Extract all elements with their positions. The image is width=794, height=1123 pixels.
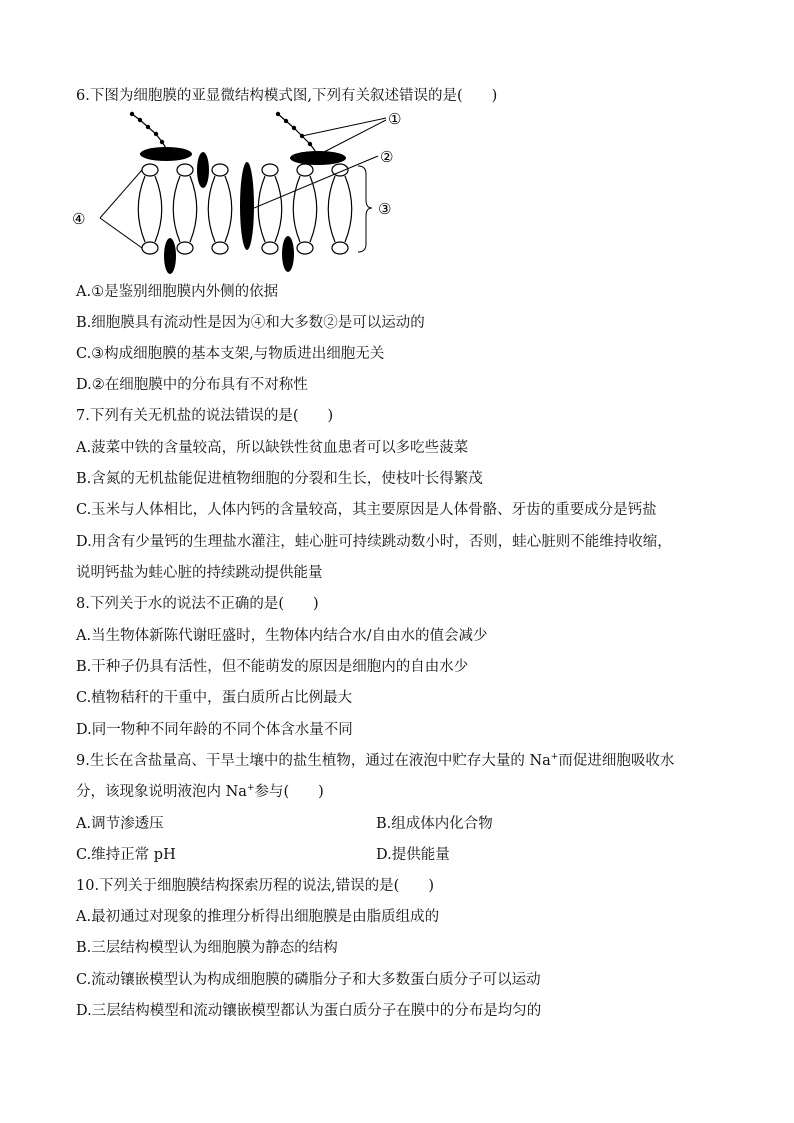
q10-option-b: B.三层结构模型认为细胞膜为静态的结构: [76, 940, 338, 956]
q9-stem-line2: [76, 782, 324, 802]
q6-stem: 6.下图为细胞膜的亚显微结构模式图,下列有关叙述错误的是( ): [76, 88, 498, 104]
q7-stem: 7.下列有关无机盐的说法错误的是( ): [76, 408, 334, 424]
q6-option-c: C.③构成细胞膜的基本支架,与物质进出细胞无关: [76, 346, 385, 362]
q7-option-d-line1: D.用含有少量钙的生理盐水灌注，蛙心脏可持续跳动数小时，否则，蛙心脏则不能维持收缩，: [76, 534, 672, 550]
q8-option-b: B.干种子仍具有活性，但不能萌发的原因是细胞内的自由水少: [76, 659, 469, 675]
q9-option-a: A.调节渗透压: [76, 816, 164, 832]
q10-option-d: D.三层结构模型和流动镶嵌模型都认为蛋白质分子在膜中的分布是均匀的: [76, 1003, 542, 1019]
q9-option-d: D.提供能量: [376, 847, 450, 863]
q7-option-a: A.菠菜中铁的含量较高，所以缺铁性贫血患者可以多吃些菠菜: [76, 440, 469, 456]
label-3: ③: [378, 200, 392, 218]
label-4: ④: [72, 210, 86, 228]
q9-stem2-part2: 参与( ): [254, 784, 324, 800]
label-2: ②: [380, 148, 394, 166]
q7-option-c: C.玉米与人体相比，人体内钙的含量较高，其主要原因是人体骨骼、牙齿的重要成分是钙盐: [76, 502, 657, 518]
q10-stem: 10.下列关于细胞膜结构探索历程的说法,错误的是( ): [76, 878, 434, 894]
q9-option-b: B.组成体内化合物: [376, 816, 493, 832]
superscript-plus: +: [550, 752, 559, 762]
q8-option-d: D.同一物种不同年龄的不同个体含水量不同: [76, 722, 353, 738]
q7-option-b: B.含氮的无机盐能促进植物细胞的分裂和生长，使枝叶长得繁茂: [76, 471, 483, 487]
q6-option-a: A.①是鉴别细胞膜内外侧的依据: [76, 284, 279, 300]
q9-stem-line1: [76, 751, 674, 771]
cell-membrane-diagram: [70, 108, 420, 280]
q10-option-c: C.流动镶嵌模型认为构成细胞膜的磷脂分子和大多数蛋白质分子可以运动: [76, 972, 541, 988]
q8-option-c: C.植物秸秆的干重中，蛋白质所占比例最大: [76, 690, 353, 706]
membrane-proteins: [140, 147, 346, 274]
q8-option-a: A.当生物体新陈代谢旺盛时，生物体内结合水/自由水的值会减少: [76, 628, 488, 644]
q9-stem2-part1: 分，该现象说明液泡内 Na: [76, 784, 247, 800]
label-1: ①: [388, 110, 402, 128]
q6-option-d: D.②在细胞膜中的分布具有不对称性: [76, 377, 308, 393]
glycoprotein-chain-left: [130, 112, 166, 148]
q9-stem-part1: 9.生长在含盐量高、干旱土壤中的盐生植物，通过在液泡中贮存大量的 Na: [76, 753, 551, 769]
q9-options-row1: [76, 814, 493, 834]
q6-option-b: B.细胞膜具有流动性是因为④和大多数②是可以运动的: [76, 315, 425, 331]
q7-option-d-line2: 说明钙盐为蛙心脏的持续跳动提供能量: [76, 565, 323, 581]
q9-stem-part2: 而促进细胞吸收水: [558, 753, 675, 769]
q10-option-a: A.最初通过对现象的推理分析得出细胞膜是由脂质组成的: [76, 909, 440, 925]
superscript-plus-2: +: [246, 783, 255, 793]
q8-stem: 8.下列关于水的说法不正确的是( ): [76, 596, 319, 612]
q9-option-c: C.维持正常 pH: [76, 847, 176, 863]
q9-options-row2: [76, 845, 450, 865]
glycoprotein-chain-right: [276, 112, 316, 152]
